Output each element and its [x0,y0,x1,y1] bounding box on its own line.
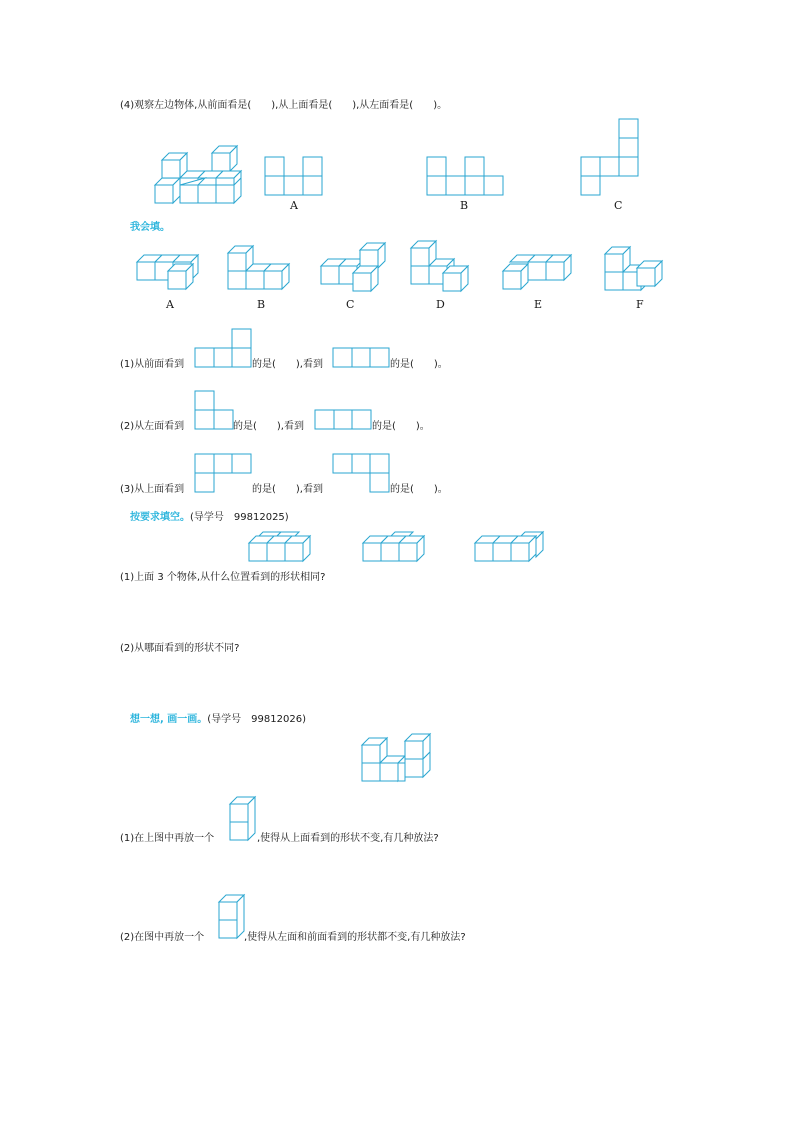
fill-shape-a-label: A [166,298,174,311]
fill-q1-text-c: 的是( )。 [390,359,448,370]
fill-q1-text-a: (1)从前面看到 [120,359,185,370]
fill-shape-b-label: B [257,298,266,311]
draw-q1-text-a: (1)在上图中再放一个 [120,833,215,844]
q4-option-b-label: B [460,199,469,212]
fill-q3-text-a: (3)从上面看到 [120,484,185,495]
fill-shape-e-figure [502,250,587,295]
draw-heading [130,714,306,726]
fill-req-heading-title: 按要求填空。 [130,512,190,523]
fill-req-q2: (2)从哪面看到的形状不同? [120,643,240,654]
fill-q3-shape2 [332,453,390,493]
q4-option-c-figure [580,118,640,196]
fill-shape-c-label: C [346,298,355,311]
draw-q1-inline-tower [229,796,259,842]
q4-option-a-figure [264,156,324,196]
fill-req-object-3 [474,527,549,563]
fill-q1-text-b: 的是( ),看到 [252,359,323,370]
fill-req-heading [130,512,289,524]
fill-shape-f-figure [604,240,674,295]
fill-q1-shape2 [332,347,390,368]
fill-q2-text-b: 的是( ),看到 [233,421,304,432]
fill-q1-shape1 [194,328,252,368]
draw-q2-text-a: (2)在图中再放一个 [120,932,205,943]
fill-section-heading: 我会填。 [130,222,170,233]
fill-req-object-2 [362,527,432,563]
fill-q2-shape2 [314,409,372,430]
fill-q2-shape1 [194,390,234,430]
fill-shape-a-figure [136,250,211,295]
fill-q2-text-a: (2)从左面看到 [120,421,185,432]
q4-text: (4)观察左边物体,从前面看是( ),从上面看是( ),从左面看是( )。 [120,100,448,111]
q4-option-c-label: C [614,199,623,212]
draw-heading-title: 想一想, 画一画。 [130,714,208,725]
q4-option-a-label: A [290,199,298,212]
fill-shape-e-label: E [534,298,543,311]
q4-option-b-figure [426,156,506,196]
fill-q3-shape1 [194,453,252,493]
fill-req-object-1 [248,527,318,563]
fill-q2-text-c: 的是( )。 [372,421,430,432]
draw-object-figure [361,733,436,785]
q4-object-figure [150,145,250,215]
fill-shape-d-label: D [436,298,445,311]
draw-q1-text-b: ,使得从上面看到的形状不变,有几种放法? [257,833,439,844]
fill-q3-text-c: 的是( )。 [390,484,448,495]
fill-q3-text-b: 的是( ),看到 [252,484,323,495]
draw-heading-note: (导学号 99812026) [207,714,306,725]
fill-shape-f-label: F [636,298,644,311]
fill-shape-b-figure [227,245,302,295]
fill-shape-d-figure [410,240,480,295]
fill-shape-c-figure [320,240,390,295]
fill-req-heading-note: (导学号 99812025) [190,512,289,523]
draw-q2-text-b: ,使得从左面和前面看到的形状都不变,有几种放法? [244,932,466,943]
fill-req-q1: (1)上面 3 个物体,从什么位置看到的形状相同? [120,572,326,583]
